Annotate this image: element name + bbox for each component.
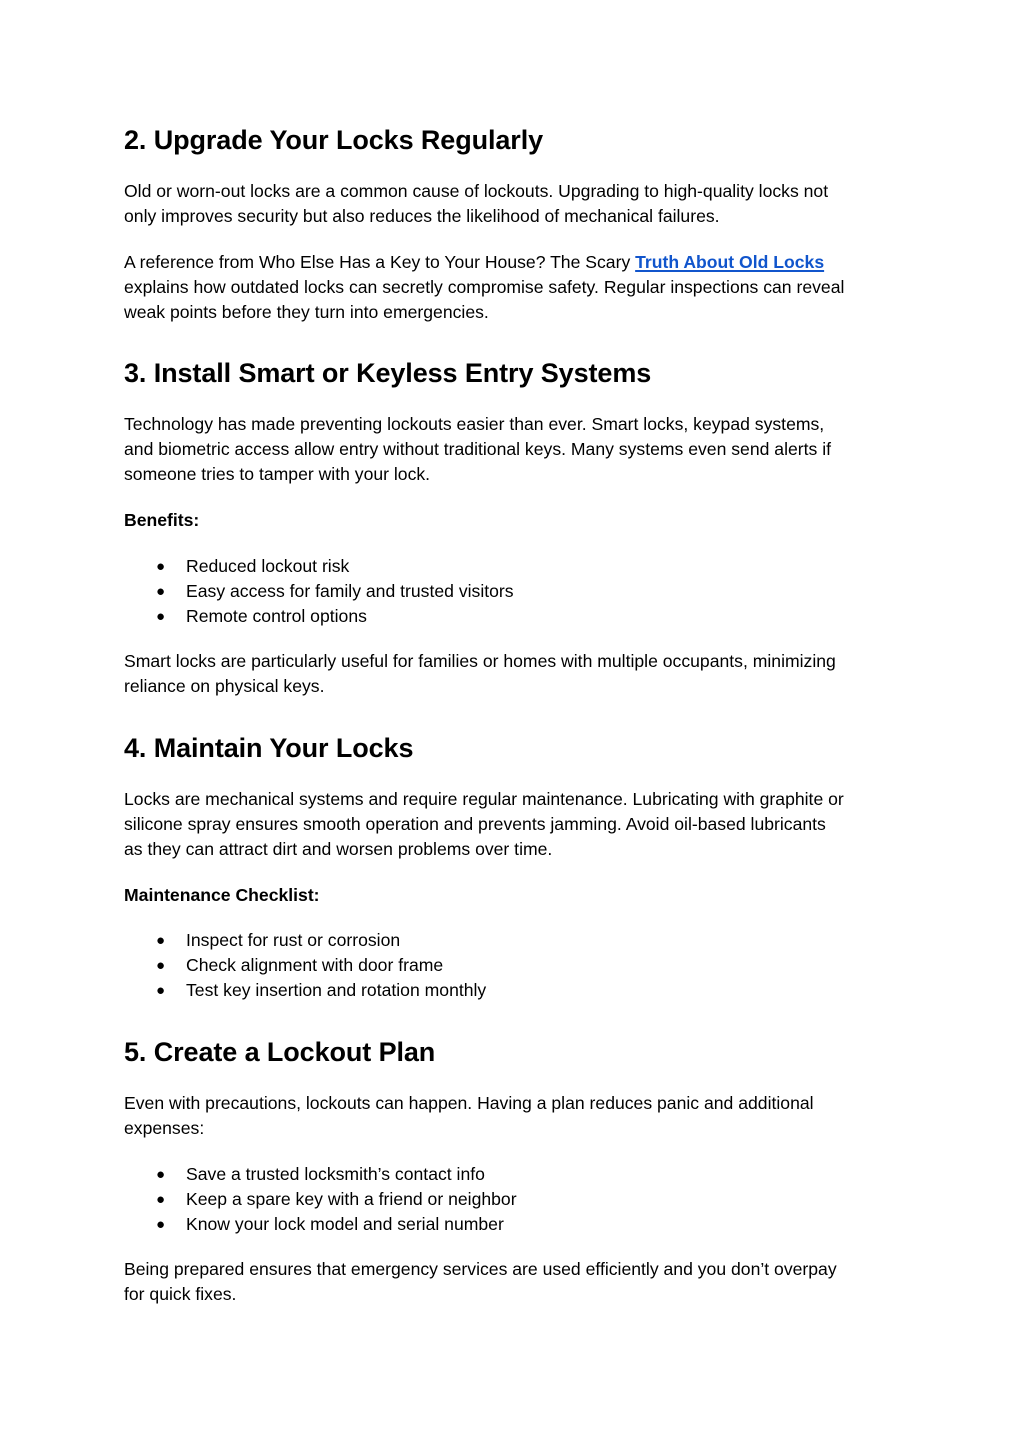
- list-item: ● Test key insertion and rotation monthly: [124, 978, 486, 1003]
- bullet-icon: ●: [156, 1216, 166, 1233]
- list-item: ● Easy access for family and trusted visitors: [124, 579, 514, 604]
- reference-lead-text: A reference from Who Else Has a Key to Your House? The Scary: [124, 252, 636, 272]
- text-line: only improves security but also reduces the likelihood of mechanical failures.: [124, 206, 720, 226]
- text-line: Being prepared ensures that emergency services are used efficiently and you don’t overpay: [124, 1259, 837, 1279]
- text-line: weak points before they turn into emergencies.: [124, 302, 489, 322]
- paragraph-old-locks: [124, 179, 914, 229]
- list-item: ● Know your lock model and serial number: [124, 1212, 517, 1237]
- paragraph-being-prepared: [124, 1257, 914, 1307]
- text-line: and biometric access allow entry without traditional keys. Many systems even send alerts if: [124, 439, 831, 459]
- text-line: expenses:: [124, 1118, 205, 1138]
- text-line: [124, 250, 914, 275]
- truth-about-old-locks-link[interactable]: Truth About Old Locks: [635, 252, 825, 272]
- text-line: explains how outdated locks can secretly compromise safety. Regular inspections can reveal: [124, 277, 845, 297]
- text-line: for quick fixes.: [124, 1284, 237, 1304]
- maintenance-checklist: [124, 928, 486, 1003]
- list-item: ● Check alignment with door frame: [124, 953, 486, 978]
- bullet-icon: ●: [156, 932, 166, 949]
- list-item: ● Inspect for rust or corrosion: [124, 928, 486, 953]
- bullet-icon: ●: [156, 957, 166, 974]
- bullet-icon: ●: [156, 1191, 166, 1208]
- maintenance-checklist-label: Maintenance Checklist:: [124, 885, 320, 905]
- text-line: Technology has made preventing lockouts easier than ever. Smart locks, keypad systems,: [124, 414, 825, 434]
- benefits-label: Benefits:: [124, 510, 200, 530]
- section-heading-smart-locks: 3. Install Smart or Keyless Entry Systems: [124, 358, 652, 388]
- text-line: Old or worn-out locks are a common cause of lockouts. Upgrading to high-quality locks not: [124, 181, 829, 201]
- text-line: Smart locks are particularly useful for families or homes with multiple occupants, minimizing: [124, 651, 836, 671]
- list-item: ● Save a trusted locksmith’s contact info: [124, 1162, 517, 1187]
- list-item: ● Remote control options: [124, 604, 514, 629]
- text-line: as they can attract dirt and worsen problems over time.: [124, 839, 553, 859]
- text-line: silicone spray ensures smooth operation and prevents jamming. Avoid oil-based lubricants: [124, 814, 826, 834]
- bullet-icon: ●: [156, 558, 166, 575]
- paragraph-technology: [124, 412, 914, 487]
- section-heading-upgrade-locks: 2. Upgrade Your Locks Regularly: [124, 125, 544, 155]
- benefits-list: [124, 554, 514, 629]
- paragraph-precautions: [124, 1091, 914, 1141]
- text-line: someone tries to tamper with your lock.: [124, 464, 431, 484]
- bullet-icon: ●: [156, 1166, 166, 1183]
- paragraph-maintenance: [124, 787, 914, 862]
- bullet-icon: ●: [156, 608, 166, 625]
- paragraph-reference: [124, 250, 914, 325]
- text-line: Locks are mechanical systems and require regular maintenance. Lubricating with graphite or: [124, 789, 844, 809]
- list-item: ● Reduced lockout risk: [124, 554, 514, 579]
- bullet-icon: ●: [156, 982, 166, 999]
- paragraph-smart-locks-useful: [124, 649, 914, 699]
- list-item: ● Keep a spare key with a friend or neighbor: [124, 1187, 517, 1212]
- section-heading-lockout-plan: 5. Create a Lockout Plan: [124, 1037, 436, 1067]
- section-heading-maintain-locks: 4. Maintain Your Locks: [124, 733, 414, 763]
- lockout-plan-list: [124, 1162, 517, 1237]
- text-line: Even with precautions, lockouts can happen. Having a plan reduces panic and additional: [124, 1093, 814, 1113]
- text-line: reliance on physical keys.: [124, 676, 325, 696]
- bullet-icon: ●: [156, 583, 166, 600]
